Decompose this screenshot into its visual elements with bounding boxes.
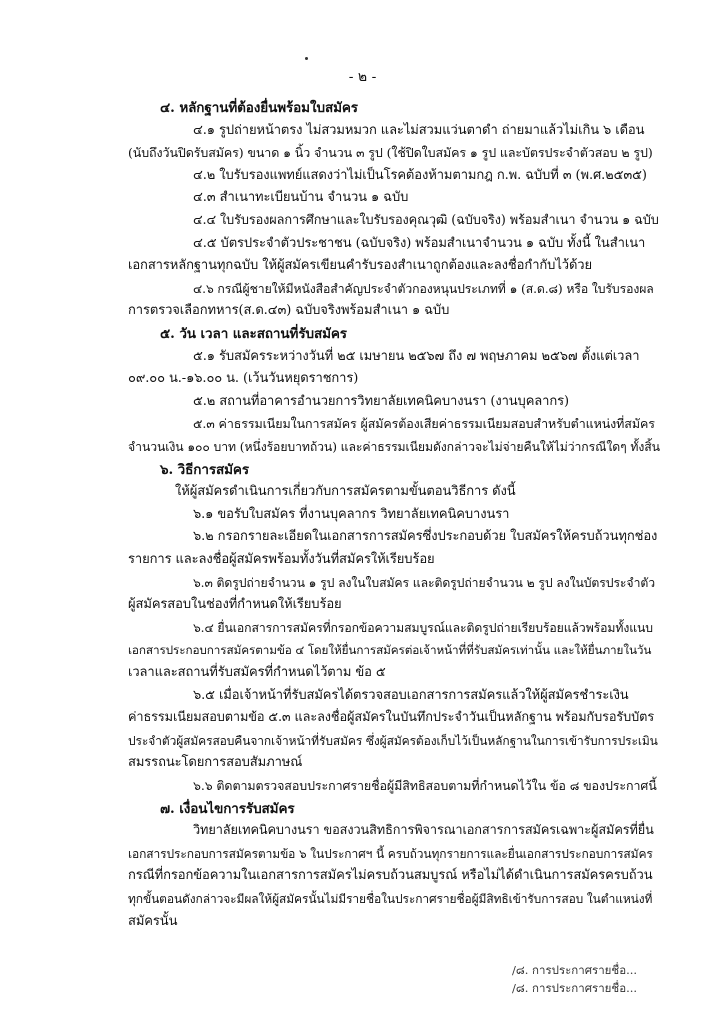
- text-line: ๔.๓ สำเนาทะเบียนบ้าน จำนวน ๑ ฉบับ: [193, 190, 409, 206]
- text-line: ๔.๕ บัตรประจำตัวประชาชน (ฉบับจริง) พร้อมสำเนาจำนวน ๑ ฉบับ ทั้งนี้ ในสำเนา: [193, 235, 646, 251]
- text-line: เอกสารประกอบการสมัครตามข้อ ๔ โดยให้ยื่นการสมัครต่อเจ้าหน้าที่ที่รับสมัครเท่านั้น และให้ยื่นภายในวัน: [128, 643, 652, 658]
- text-line: สมรรถนะโดยการสอบสัมภาษณ์: [128, 755, 303, 771]
- page-number: - ๒ -: [348, 69, 377, 85]
- text-line: ๔.๔ ใบรับรองผลการศึกษาและใบรับรองคุณวุฒิ (ฉบับจริง) พร้อมสำเนา จำนวน ๑ ฉบับ: [193, 213, 659, 228]
- text-line: ๖.๕ เมื่อเจ้าหน้าที่รับสมัครได้ตรวจสอบเอกสารการสมัครแล้วให้ผู้สมัครชำระเงิน: [193, 687, 629, 703]
- text-line: วิทยาลัยเทคนิคบางนรา ขอสงวนสิทธิการพิจารณาเอกสารการสมัครเฉพาะผู้สมัครที่ยื่น: [193, 823, 654, 839]
- text-line: กรณีที่กรอกข้อความในเอกสารการสมัครไม่ครบถ้วนสมบูรณ์ หรือไม่ได้ดำเนินการสมัครครบถ้วน: [128, 868, 653, 884]
- section-heading: ๗. เงื่อนไขการรับสมัคร: [160, 800, 295, 817]
- text-line: ๔.๒ ใบรับรองแพทย์แสดงว่าไม่เป็นโรคต้องห้ามตามกฎ ก.พ. ฉบับที่ ๓ (พ.ศ.๒๕๓๕): [193, 167, 647, 183]
- text-line: ๕.๑ รับสมัครระหว่างวันที่ ๒๕ เมษายน ๒๕๖๗ ถึง ๗ พฤษภาคม ๒๕๖๗ ตั้งแต่เวลา: [193, 348, 640, 364]
- text-line: ๕.๓ ค่าธรรมเนียมในการสมัคร ผู้สมัครต้องเสียค่าธรรมเนียมสอบสำหรับตำแหน่งที่สมัคร: [193, 416, 655, 432]
- text-line: รายการ และลงชื่อผู้สมัครพร้อมทั้งวันที่สมัครให้เรียบร้อย: [128, 552, 435, 567]
- text-line: ๔.๖ กรณีผู้ชายให้มีหนังสือสำคัญประจำตัวกองหนุนประเภทที่ ๑ (ส.ด.๘) หรือ ใบรับรองผล: [193, 281, 654, 296]
- text-line: ให้ผู้สมัครดำเนินการเกี่ยวกับการสมัครตามขั้นตอนวิธีการ ดังนี้: [175, 484, 516, 500]
- text-line: ค่าธรรมเนียมสอบตามข้อ ๕.๓ และลงชื่อผู้สมัครในบันทึกประจำวันเป็นหลักฐาน พร้อมกับรอรับบัตร: [128, 710, 655, 726]
- text-line: (นับถึงวันปิดรับสมัคร) ขนาด ๑ นิ้ว จำนวน ๓ รูป (ใช้ปิดใบสมัคร ๑ รูป และบัตรประจำตัวสอบ ๒ รูป): [128, 145, 653, 161]
- footer-continuation-1: /๘. การประกาศรายชื่อ...: [512, 963, 638, 977]
- text-line: จำนวนเงิน ๑๐๐ บาท (หนึ่งร้อยบาทถ้วน) และค่าธรรมเนียมดังกล่าวจะไม่จ่ายคืนให้ไม่ว่ากรณีใดๆ ทั้งสิ้น: [128, 440, 660, 454]
- text-line: ๖.๒ กรอกรายละเอียดในเอกสารการสมัครซึ่งประกอบด้วย ใบสมัครให้ครบถ้วนทุกช่อง: [193, 529, 658, 545]
- text-line: ผู้สมัครสอบในช่องที่กำหนดให้เรียบร้อย: [128, 597, 342, 613]
- footer-continuation-2: /๘. การประกาศรายชื่อ...: [512, 981, 638, 995]
- text-line: ๕.๒ สถานที่อาคารอำนวยการวิทยาลัยเทคนิคบางนรา (งานบุคลากร): [193, 393, 569, 409]
- text-line: เอกสารหลักฐานทุกฉบับ ให้ผู้สมัครเขียนคำรับรองสำเนาถูกต้องและลงชื่อกำกับไว้ด้วย: [128, 258, 593, 274]
- text-line: ๖.๑ ขอรับใบสมัคร ที่งานบุคลากร วิทยาลัยเทคนิคบางนรา: [193, 506, 510, 522]
- section-heading: ๔. หลักฐานที่ต้องยื่นพร้อมใบสมัคร: [160, 100, 358, 116]
- section-heading: ๖. วิธีการสมัคร: [160, 461, 250, 478]
- section-heading: ๕. วัน เวลา และสถานที่รับสมัคร: [160, 326, 347, 342]
- text-line: ๖.๖ ติดตามตรวจสอบประกาศรายชื่อผู้มีสิทธิสอบตามที่กำหนดไว้ใน ข้อ ๘ ของประกาศนี้: [193, 778, 657, 793]
- text-line: ๔.๑ รูปถ่ายหน้าตรง ไม่สวมหมวก และไม่สวมแว่นตาดำ ถ่ายมาแล้วไม่เกิน ๖ เดือน: [193, 122, 645, 138]
- text-line: ๖.๓ ติดรูปถ่ายจำนวน ๑ รูป ลงในใบสมัคร และติดรูปถ่ายจำนวน ๒ รูป ลงในบัตรประจำตัว: [193, 575, 655, 590]
- text-line: เอกสารประกอบการสมัครตามข้อ ๖ ในประกาศฯ นี้ ครบถ้วนทุกรายการและยื่นเอกสารประกอบการสมัคร: [128, 846, 653, 861]
- text-line: ๐๙.๐๐ น.-๑๖.๐๐ น. (เว้นวันหยุดราชการ): [128, 371, 359, 387]
- text-line: การตรวจเลือกทหาร(ส.ด.๔๓) ฉบับจริงพร้อมสำเนา ๑ ฉบับ: [128, 303, 450, 319]
- text-line: ประจำตัวผู้สมัครสอบคืนจากเจ้าหน้าที่รับสมัคร ซึ่งผู้สมัครต้องเก็บไว้เป็นหลักฐานในการเข้ารับการประเมิน: [128, 733, 658, 748]
- text-line: ๖.๔ ยื่นเอกสารการสมัครที่กรอกข้อความสมบูรณ์และติดรูปถ่ายเรียบร้อยแล้วพร้อมทั้งแนบ: [193, 620, 653, 635]
- text-line: สมัครนั้น: [128, 913, 178, 929]
- text-line: เวลาและสถานที่รับสมัครที่กำหนดไว้ตาม ข้อ ๕: [128, 665, 386, 680]
- punch-mark: [305, 57, 308, 60]
- text-line: ทุกขั้นตอนดังกล่าวจะมีผลให้ผู้สมัครนั้นไม่มีรายชื่อในประกาศรายชื่อผู้มีสิทธิเข้ารับการสอบ ในตำแหน่งที่: [128, 892, 653, 906]
